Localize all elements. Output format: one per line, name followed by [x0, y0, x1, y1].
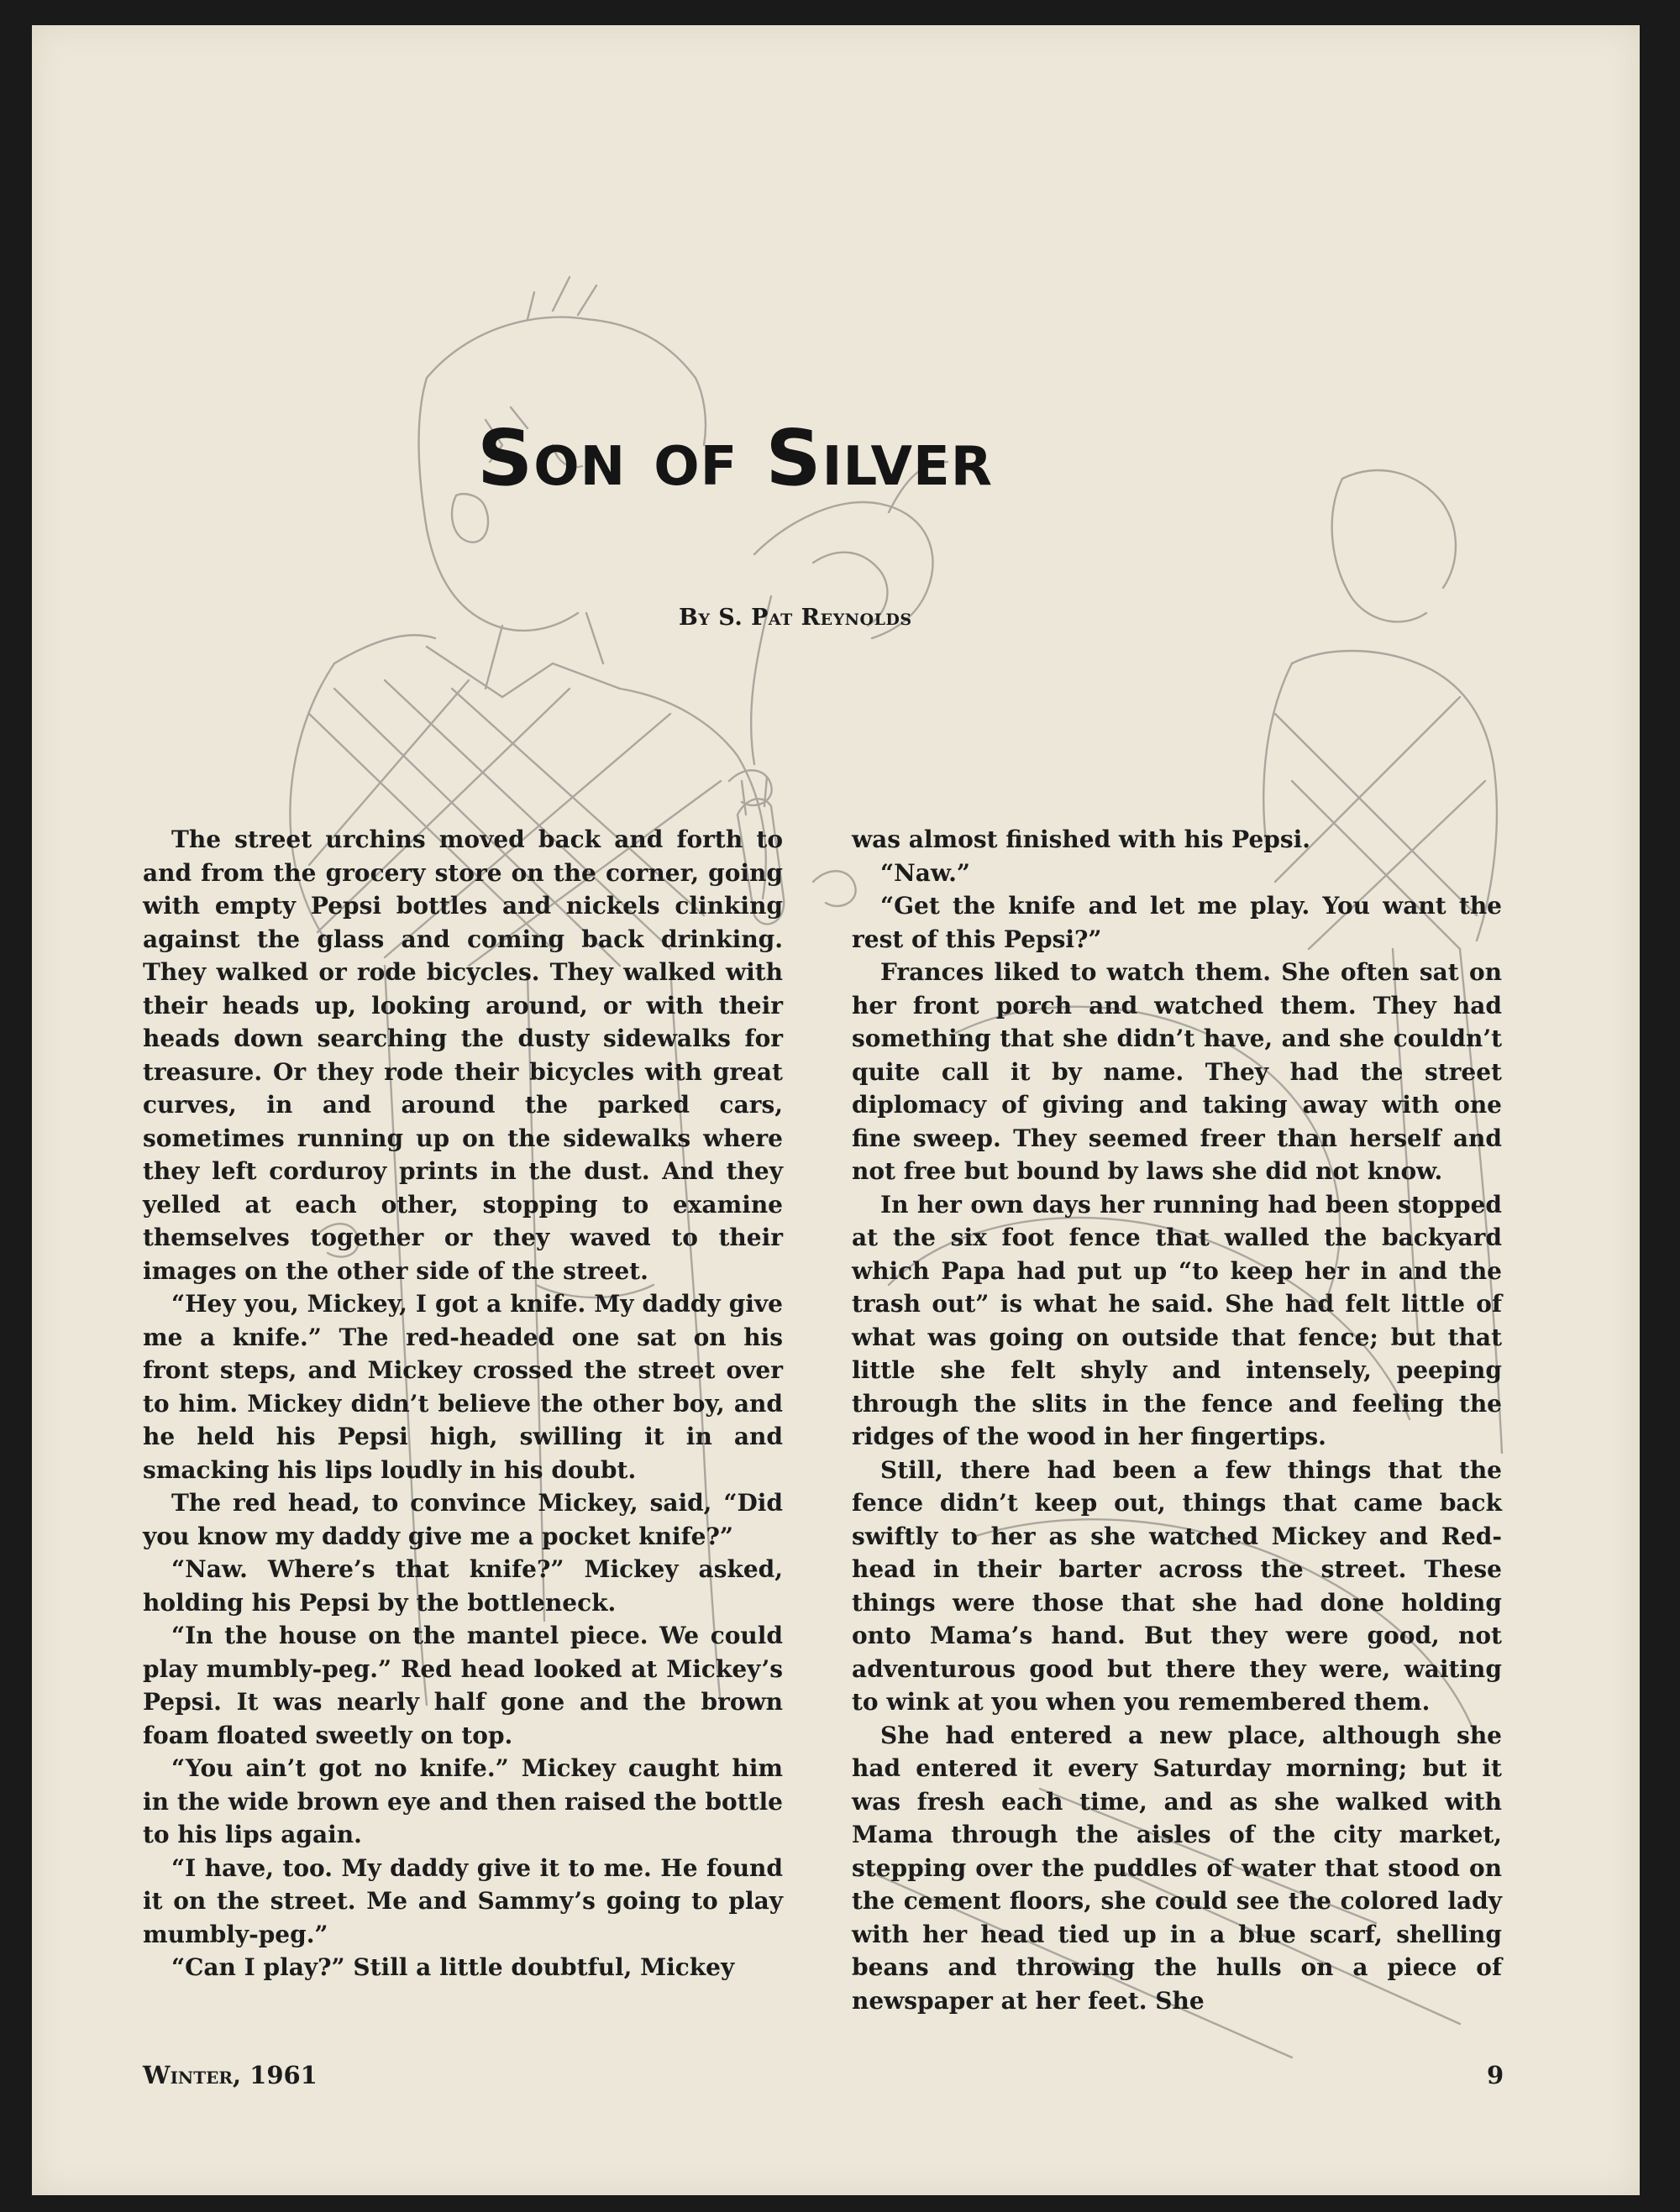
left-column	[143, 823, 783, 1984]
magazine-page	[32, 25, 1640, 2195]
byline: By S. Pat Reynolds	[679, 605, 912, 631]
issue-date: Winter, 1961	[143, 2061, 318, 2089]
paragraph: “Get the knife and let me play. You want the rest of this Pepsi?”	[852, 892, 1502, 953]
paragraph: She had entered a new place, although she had entered it every Saturday morning; but it was fresh each time, and as she walked with Mama through the aisles of the city market, stepping over the puddles of water that stood on the cement floors, she could see the colored lady with her head tied up in a blue scarf, shelling beans and throwing the hulls on a piece of newspaper at her feet. She	[852, 1721, 1502, 2015]
paragraph: Still, there had been a few things that the fence didn’t keep out, things that came back swiftly to her as she watched Mickey and Red-head in their barter across the street. These things were those that she had done holding onto Mama’s hand. But they were good, not adventurous good but there they were, waiting to wink at you when you remembered them.	[852, 1455, 1502, 1716]
paragraph: Frances liked to watch them. She often sat on her front porch and watched them. They had something that she didn’t have, and she couldn’t quite call it by name. They had the street diplomacy of giving and taking away with one fine sweep. They seemed freer than herself and not free but bound by laws she did not know.	[852, 958, 1502, 1185]
paragraph: The red head, to convince Mickey, said, “Did you know my daddy give me a pocket knife?”	[143, 1489, 783, 1550]
paragraph-continuation: was almost finished with his Pepsi.	[852, 826, 1311, 853]
paragraph: “Naw.”	[880, 858, 970, 887]
paragraph: “You ain’t got no knife.” Mickey caught him in the wide brown eye and then raised the bottle to his lips again.	[143, 1754, 783, 1848]
paragraph: In her own days her running had been stopped at the six foot fence that walled the backyard which Papa had put up “to keep her in and the trash out” is what he said. She had felt little of what was going on outside that fence; but that little she felt shyly and intensely, peeping through the slits in the fence and feeling the ridges of the wood in her fingertips.	[852, 1190, 1502, 1450]
paragraph: “Hey you, Mickey, I got a knife. My daddy give me a knife.” The red-headed one sat on his front steps, and Mickey crossed the street over to him. Mickey didn’t believe the other boy, and he held his Pepsi high, swilling it in and smacking his lips loudly in his doubt.	[143, 1290, 783, 1484]
paragraph: “In the house on the mantel piece. We could play mumbly-peg.” Red head looked at Mickey’s Pepsi. It was nearly half gone and the brown foam floated sweetly on top.	[143, 1622, 783, 1749]
paragraph: “Can I play?” Still a little doubtful, Mickey	[171, 1953, 735, 1981]
story-title: Son of Silver	[477, 413, 993, 503]
paragraph: “I have, too. My daddy give it to me. He found it on the street. Me and Sammy’s going to play mumbly-peg.”	[143, 1853, 783, 1948]
page-number: 9	[1487, 2061, 1504, 2089]
right-column	[852, 823, 1502, 2017]
paragraph: “Naw. Where’s that knife?” Mickey asked, holding his Pepsi by the bottleneck.	[143, 1555, 783, 1617]
paragraph: The street urchins moved back and forth to and from the grocery store on the corner, going with empty Pepsi bottles and nickels clinking against the glass and coming back drinking. They walked or rode bicycles. They walked with their heads up, looking around, or with their heads down searching the dusty sidewalks for treasure. Or they rode their bicycles with great curves, in and around the parked cars, sometimes running up on the sidewalks where they left corduroy prints in the dust. And they yelled at each other, stopping to examine themselves together or they waved to their images on the other side of the street.	[143, 826, 783, 1285]
